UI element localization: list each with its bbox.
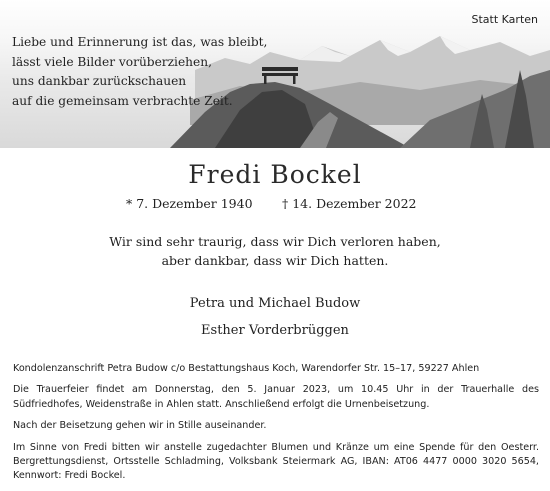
poem bbox=[12, 33, 342, 111]
statt-karten-label: Statt Karten bbox=[471, 13, 538, 26]
poem-line: uns dankbar zurückschauen bbox=[12, 74, 187, 88]
mourner-name: Petra und Michael Budow bbox=[189, 296, 361, 311]
mourner-name: Esther Vorderbrüggen bbox=[201, 323, 349, 338]
death-date: † 14. Dezember 2022 bbox=[282, 196, 417, 211]
donation-request: Im Sinne von Fredi bitten wir anstelle zugedachter Blumen und Kränze um eine Spende für den Oesterr. Bergrettungsdienst, Ortsstelle Schladming, Volksbank Steiermark AG, IBAN: AT06 4477 0000 3020 5654, Kennwort: Fredi Bockel. bbox=[13, 441, 539, 482]
condolence-address: Kondolenzanschrift Petra Budow c/o Bestattungshaus Koch, Warendorfer Str. 15–17, 59227 Ahlen bbox=[13, 363, 480, 374]
mourners bbox=[0, 290, 550, 344]
poem-line: auf die gemeinsam verbrachte Zeit. bbox=[12, 93, 233, 108]
birth-date: * 7. Dezember 1940 bbox=[126, 196, 253, 211]
poem-line: Liebe und Erinnerung ist das, was bleibt, bbox=[12, 35, 268, 49]
poem-line: lässt viele Bilder vorüberziehen, bbox=[12, 54, 212, 69]
header-photo bbox=[0, 0, 550, 148]
mourning-line: aber dankbar, dass wir Dich hatten. bbox=[161, 253, 389, 268]
after-burial-note: Nach der Beisetzung gehen wir in Stille auseinander. bbox=[13, 420, 267, 432]
funeral-info bbox=[13, 362, 539, 491]
deceased-name: Fredi Bockel bbox=[188, 160, 362, 189]
funeral-details: Die Trauerfeier findet am Donnerstag, den 5. Januar 2023, um 10.45 Uhr in der Trauerhalle des Südfriedhofes, Weidenstraße in Ahlen statt. Anschließend erfolgt die Urnenbeisetzung. bbox=[13, 384, 539, 410]
mourning-text bbox=[0, 232, 550, 270]
mourning-line: Wir sind sehr traurig, dass wir Dich verloren haben, bbox=[109, 234, 441, 249]
